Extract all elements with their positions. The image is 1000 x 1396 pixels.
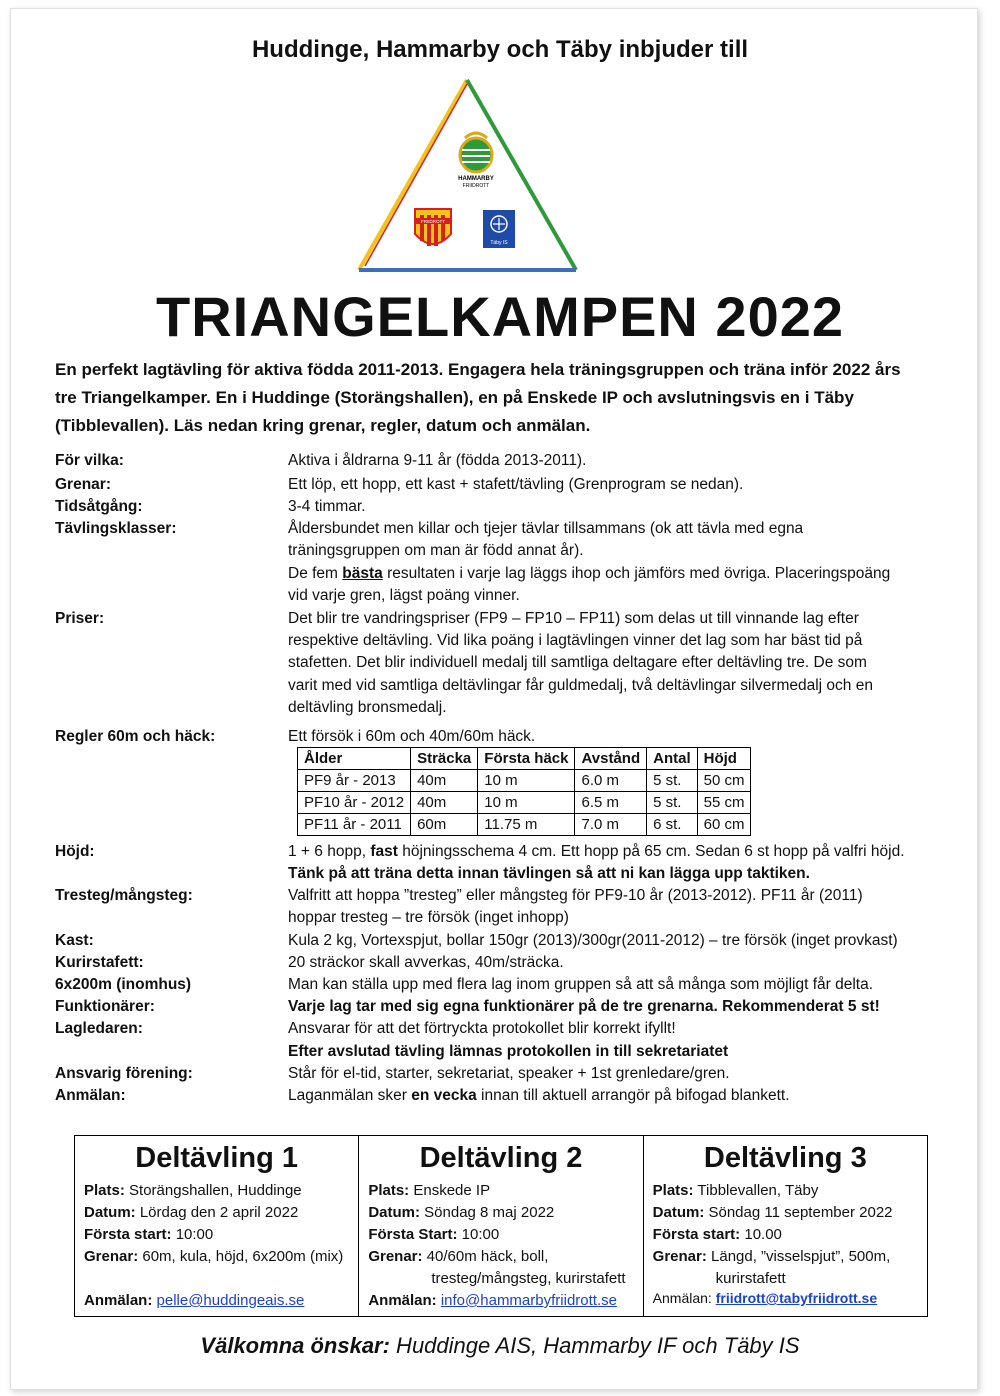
value-anmalan — [288, 1087, 790, 1105]
event-grenar-cont: kurirstafett — [715, 1270, 786, 1287]
value-for-vilka: Aktiva i åldrarna 9-11 år (födda 2013-2011). — [288, 452, 587, 469]
value-priser: stafetten. Det blir individuell medalj till samtliga deltagare efter deltävling tre. De som — [288, 654, 867, 671]
label-kurirstafett: Kurirstafett: — [55, 954, 144, 971]
table-cell: 60 cm — [697, 814, 751, 836]
table-cell: PF9 år - 2013 — [298, 770, 411, 792]
taby-logo — [483, 210, 515, 248]
label-priser: Priser: — [55, 610, 105, 627]
field-label: Datum: — [84, 1204, 136, 1221]
event-grenar — [84, 1248, 343, 1265]
table-header: Avstånd — [575, 748, 647, 770]
events-table — [74, 1135, 928, 1317]
field-label: Anmälan: — [84, 1292, 153, 1309]
field-label: Grenar: — [84, 1248, 139, 1265]
table-header: Ålder — [298, 748, 411, 770]
event-plats — [368, 1182, 490, 1199]
emphasis-basta: bästa — [342, 565, 383, 582]
text-span: Laganmälan sker — [288, 1087, 412, 1104]
event-datum — [653, 1204, 893, 1221]
field-value: Enskede IP — [409, 1182, 491, 1199]
email-link[interactable]: pelle@huddingeais.se — [156, 1292, 305, 1309]
label-kast: Kast: — [55, 932, 94, 949]
field-label: Första Start: — [368, 1226, 458, 1243]
field-label: Plats: — [84, 1182, 125, 1199]
event-1 — [75, 1136, 359, 1316]
label-tavlingsklasser: Tävlingsklasser: — [55, 520, 177, 537]
email-link[interactable]: info@hammarbyfriidrott.se — [440, 1292, 617, 1309]
field-label: Första start: — [652, 1226, 741, 1243]
label-anmalan: Anmälan: — [55, 1087, 126, 1104]
label-lagledaren: Lagledaren: — [55, 1020, 143, 1037]
email-link[interactable]: friidrott@tabyfriidrott.se — [715, 1290, 878, 1306]
table-cell: 40m — [411, 770, 478, 792]
event-title: Deltävling 3 — [703, 1142, 867, 1174]
table-cell: 6.5 m — [575, 792, 647, 814]
event-start — [84, 1226, 213, 1243]
value-kast: Kula 2 kg, Vortexspjut, bollar 150gr (2013)/300gr(2011-2012) – tre försök (inget provkast) — [288, 932, 898, 949]
field-value: 10:00 — [457, 1226, 500, 1243]
value-priser: respektive deltävling. Vid lika poäng i lagtävlingen vinner det lag som har bäst tid på — [288, 632, 863, 649]
field-value: Söndag 11 september 2022 — [704, 1204, 893, 1221]
invite-heading: Huddinge, Hammarby och Täby inbjuder till — [251, 36, 749, 63]
label-for-vilka: För vilka: — [55, 452, 124, 469]
label-ansvarig-forening: Ansvarig förening: — [55, 1065, 193, 1082]
hurdle-rules-table — [297, 747, 751, 836]
table-header: Första häck — [478, 748, 575, 770]
emphasis-fast: fast — [370, 843, 398, 860]
label-regler: Regler 60m och häck: — [55, 728, 216, 745]
label-grenar: Grenar: — [55, 476, 111, 493]
table-row — [298, 770, 751, 792]
value-priser: Det blir tre vandringspriser (FP9 – FP10 – FP11) som delas ut till vinnande lag efter — [288, 610, 859, 627]
event-plats — [84, 1182, 302, 1199]
event-3 — [644, 1136, 927, 1316]
table-cell: 11.75 m — [478, 814, 575, 836]
event-datum — [368, 1204, 554, 1221]
table-header-row — [298, 748, 751, 770]
event-plats — [653, 1182, 819, 1199]
welcome-footer — [0, 1333, 1000, 1359]
text-span: 1 + 6 hopp, — [288, 843, 371, 860]
text-span: De fem — [288, 565, 343, 582]
label-hojd: Höjd: — [55, 843, 95, 860]
intro-line: tre Triangelkamper. En i Huddinge (Storängshallen), en på Enskede IP och avslutningsvis en i Täby — [55, 388, 854, 407]
value-tresteg: Valfritt att hoppa ”tresteg” eller mångsteg för PF9-10 år (2013-2012). PF11 år (2011) — [288, 887, 863, 904]
table-cell: 5 st. — [647, 792, 698, 814]
event-grenar-cont: tresteg/mångsteg, kurirstafett — [431, 1270, 626, 1287]
field-value: 40/60m häck, boll, — [422, 1248, 549, 1265]
field-label: Datum: — [652, 1204, 705, 1221]
field-value: Söndag 8 maj 2022 — [420, 1204, 555, 1221]
event-grenar — [368, 1248, 548, 1265]
event-2 — [359, 1136, 643, 1316]
value-6x200m: Man kan ställa upp med flera lag inom gruppen så att så många som möjligt får delta. — [288, 976, 874, 993]
triangle-logo — [355, 76, 580, 276]
field-label: Första start: — [84, 1226, 172, 1243]
emphasis-en-vecka: en vecka — [411, 1087, 477, 1104]
field-label: Anmälan: — [652, 1290, 712, 1306]
intro-line: (Tibblevallen). Läs nedan kring grenar, regler, datum och anmälan. — [55, 416, 591, 435]
table-cell: 55 cm — [697, 792, 751, 814]
field-label: Anmälan: — [368, 1292, 437, 1309]
value-lagledaren: Ansvarar för att det förtryckta protokollet blir korrekt ifyllt! — [288, 1020, 676, 1037]
field-value: Storängshallen, Huddinge — [124, 1182, 302, 1199]
value-funktionarer: Varje lag tar med sig egna funktionärer på de tre grenarna. Rekommenderat 5 st! — [288, 998, 880, 1015]
table-cell: 60m — [411, 814, 478, 836]
value-tresteg: hoppar tresteg – tre försök (inget inhopp) — [288, 909, 569, 926]
text-span: resultaten i varje lag läggs ihop och jämförs med övriga. Placeringspoäng — [382, 565, 891, 582]
table-row — [298, 814, 751, 836]
field-value: Tibblevallen, Täby — [693, 1182, 819, 1199]
table-cell: 6 st. — [647, 814, 698, 836]
hammarby-sub-text: FRIIDROTT — [462, 183, 490, 189]
value-tavlingsklasser: Åldersbundet men killar och tjejer tävlar tillsammans (ok att tävla med egna — [288, 520, 804, 537]
field-value: Längd, ”visselspjut”, 500m, — [706, 1248, 891, 1265]
field-value: Lördag den 2 april 2022 — [135, 1204, 299, 1221]
field-label: Plats: — [368, 1182, 410, 1199]
table-cell: 7.0 m — [575, 814, 647, 836]
welcome-clubs: Huddinge AIS, Hammarby IF och Täby IS — [389, 1333, 800, 1358]
table-row — [298, 792, 751, 814]
event-anmalan — [84, 1292, 304, 1309]
value-tavlingsklasser — [288, 565, 890, 583]
hammarby-text: HAMMARBY — [458, 176, 494, 182]
value-hojd-tip: Tänk på att träna detta innan tävlingen så att ni kan lägga upp taktiken. — [288, 865, 810, 882]
table-cell: 40m — [411, 792, 478, 814]
table-cell: 10 m — [478, 792, 575, 814]
field-label: Datum: — [368, 1204, 420, 1221]
field-value: 10.00 — [740, 1226, 782, 1243]
event-grenar — [653, 1248, 891, 1265]
intro-line: En perfekt lagtävling för aktiva födda 2011-2013. Engagera hela träningsgruppen och träna inför 2022 års — [55, 360, 901, 379]
field-value: 10:00 — [171, 1226, 214, 1243]
value-tidsatgang: 3-4 timmar. — [288, 498, 366, 515]
huddinge-text: FRIIDROTT — [421, 219, 445, 224]
event-start — [653, 1226, 782, 1243]
value-lagledaren: Efter avslutad tävling lämnas protokollen in till sekretariatet — [288, 1043, 729, 1060]
text-span: höjningsschema 4 cm. Ett hopp på 65 cm. Sedan 6 st hopp på valfri höjd. — [397, 843, 905, 860]
taby-text: Täby IS — [490, 240, 508, 246]
welcome-label: Välkomna önskar: — [200, 1333, 390, 1358]
field-label: Grenar: — [368, 1248, 423, 1265]
text-span: innan till aktuell arrangör på bifogad blankett. — [476, 1087, 790, 1104]
value-grenar: Ett löp, ett hopp, ett kast + stafett/tävling (Grenprogram se nedan). — [288, 476, 744, 493]
value-priser: deltävling bronsmedalj. — [288, 699, 447, 716]
event-anmalan — [368, 1292, 617, 1309]
value-hojd — [288, 843, 905, 861]
table-cell: 10 m — [478, 770, 575, 792]
value-tavlingsklasser: träningsgruppen om man är född annat år). — [288, 542, 584, 559]
field-label: Plats: — [652, 1182, 694, 1199]
event-title: Deltävling 1 — [135, 1142, 299, 1174]
value-priser: varit med vid samtliga deltävlingar får guldmedalj, två deltävlingar silvermedalj och en — [288, 677, 873, 694]
table-cell: 5 st. — [647, 770, 698, 792]
page-title: TRIANGELKAMPEN 2022 — [155, 285, 845, 348]
event-datum — [84, 1204, 298, 1221]
table-cell: PF11 år - 2011 — [298, 814, 411, 836]
value-kurirstafett: 20 sträckor skall avverkas, 40m/sträcka. — [288, 954, 564, 971]
table-header: Antal — [647, 748, 698, 770]
value-regler: Ett försök i 60m och 40m/60m häck. — [288, 728, 536, 745]
table-cell: 50 cm — [697, 770, 751, 792]
event-anmalan — [653, 1290, 877, 1306]
field-label: Grenar: — [652, 1248, 707, 1265]
label-tidsatgang: Tidsåtgång: — [55, 498, 143, 515]
table-header: Sträcka — [411, 748, 478, 770]
label-6x200m: 6x200m (inomhus) — [55, 976, 192, 993]
event-title: Deltävling 2 — [419, 1142, 583, 1174]
event-start — [368, 1226, 499, 1243]
label-tresteg: Tresteg/mångsteg: — [55, 887, 193, 904]
label-funktionarer: Funktionärer: — [55, 998, 155, 1015]
value-ansvarig-forening: Står för el-tid, starter, sekretariat, speaker + 1st grenledare/gren. — [288, 1065, 730, 1082]
value-tavlingsklasser: vid varje gren, lägst poäng vinner. — [288, 587, 520, 604]
table-cell: PF10 år - 2012 — [298, 792, 411, 814]
table-header: Höjd — [697, 748, 751, 770]
field-value: 60m, kula, höjd, 6x200m (mix) — [138, 1248, 344, 1265]
table-cell: 6.0 m — [575, 770, 647, 792]
